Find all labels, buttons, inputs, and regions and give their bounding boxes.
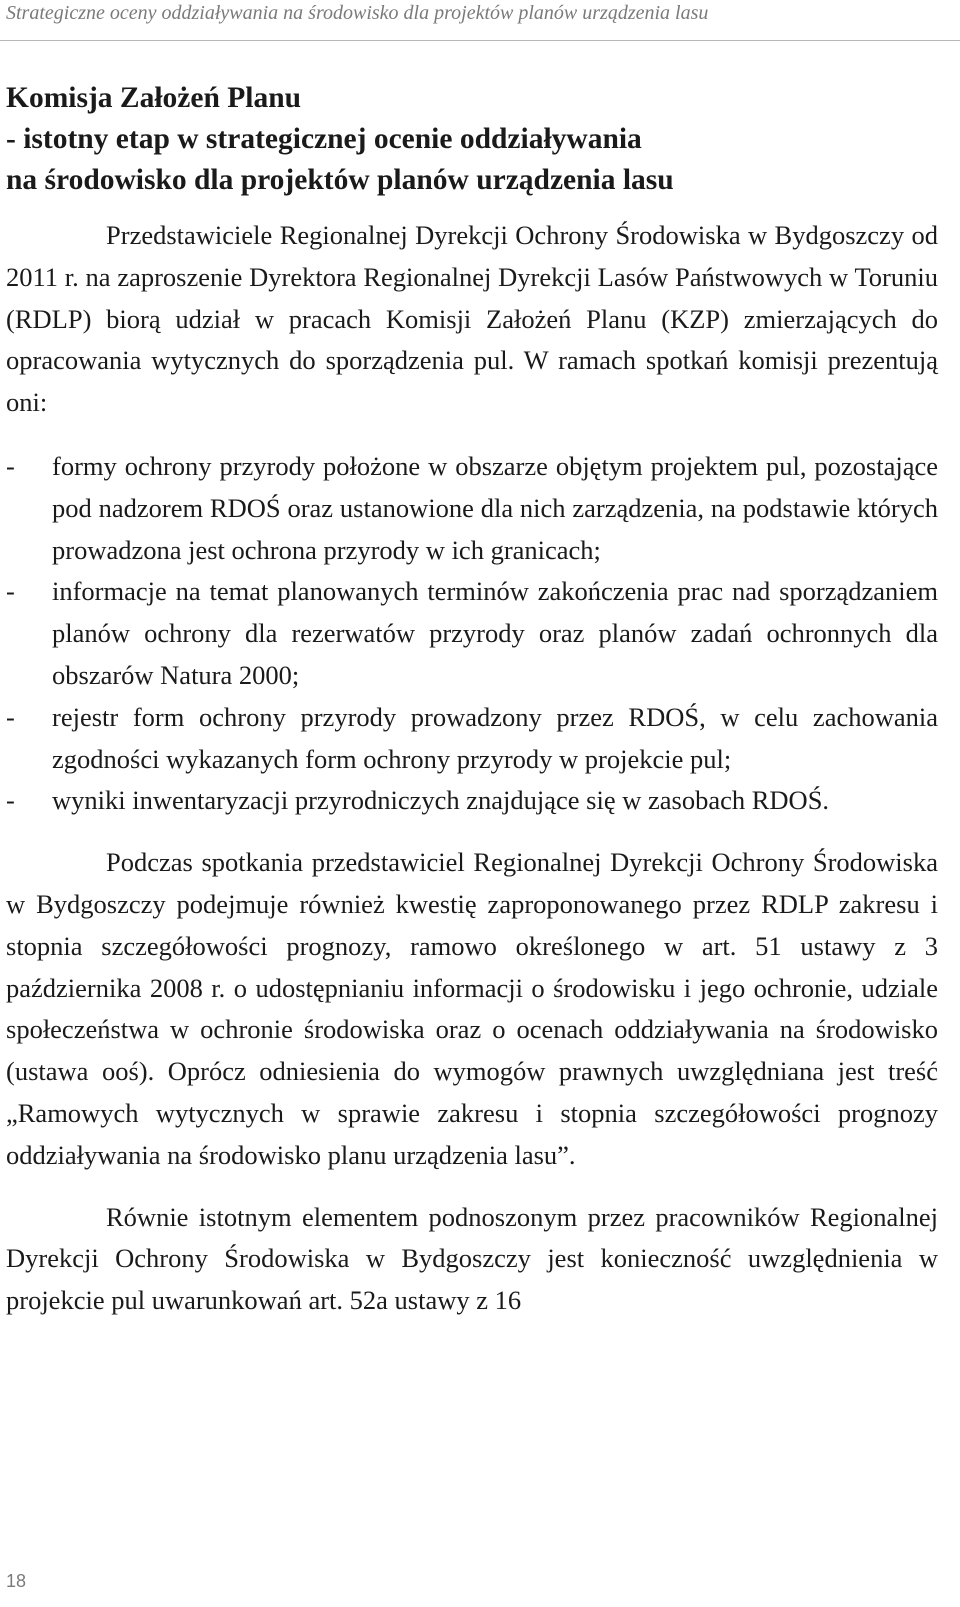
list-item: [6, 446, 938, 571]
presented-items-list: [6, 446, 938, 822]
list-item-text: formy ochrony przyrody położone w obszarze objętym projektem pul, pozostające pod nadzorem RDOŚ oraz ustanowione dla nich zarządzenia, na podstawie których prowadzona jest ochrona przyrody w ich granicach;: [52, 450, 938, 565]
page-number: 18: [6, 1571, 27, 1591]
list-item: [6, 571, 938, 696]
intro-paragraph: Przedstawiciele Regionalnej Dyrekcji Ochrony Środowiska w Bydgoszczy od 2011 r. na zaproszenie Dyrektora Regionalnej Dyrekcji Lasów Państwowych w Toruniu (RDLP) biorą udział w pracach Komisji Założeń Planu (KZP) zmierzających do opracowania wytycznych do sporządzenia pul. W ramach spotkań komisji prezentują oni:: [6, 220, 938, 418]
paragraph-meeting: Podczas spotkania przedstawiciel Regionalnej Dyrekcji Ochrony Środowiska w Bydgoszczy podejmuje również kwestię zaproponowanego przez RDLP zakresu i stopnia szczegółowości prognozy, ramowo określonego w art. 51 ustawy z 3 października 2008 r. o udostępnianiu informacji o środowisku i jego ochronie, udziale społeczeństwa w ochronie środowiska oraz o ocenach oddziaływania na środowisko (ustawa ooś). Oprócz odniesienia do wymogów prawnych uwzględniana jest treść „Ramowych wytycznych w sprawie zakresu i stopnia szczegółowości prognozy oddziaływania na środowisko planu urządzenia lasu”.: [6, 847, 938, 1170]
running-header: Strategiczne oceny oddziaływania na środowisko dla projektów planów urządzenia lasu: [6, 2, 709, 24]
list-item-text: informacje na temat planowanych terminów zakończenia prac nad sporządzaniem planów ochrony dla rezerwatów przyrody oraz planów zadań ochronnych dla obszarów Natura 2000;: [52, 576, 938, 690]
section-title-line-3: na środowisko dla projektów planów urządzenia lasu: [6, 164, 674, 196]
section-title-line-2: - istotny etap w strategicznej ocenie oddziaływania: [6, 123, 642, 155]
header-divider: [0, 40, 960, 41]
section-title-line-1: Komisja Założeń Planu: [6, 82, 302, 114]
section-title: [6, 78, 938, 201]
page-content: [6, 78, 938, 1322]
list-dash: -: [6, 450, 15, 481]
list-dash: -: [6, 785, 15, 816]
list-item: [6, 697, 938, 781]
list-item-text: wyniki inwentaryzacji przyrodniczych znajdujące się w zasobach RDOŚ.: [52, 785, 830, 816]
list-dash: -: [6, 701, 15, 732]
list-dash: -: [6, 576, 15, 607]
list-item: [6, 780, 938, 822]
paragraph-requirements: Równie istotnym elementem podnoszonym przez pracowników Regionalnej Dyrekcji Ochrony Środowiska w Bydgoszczy jest konieczność uwzględnienia w projekcie pul uwarunkowań art. 52a ustawy z 16: [6, 1201, 938, 1316]
list-item-text: rejestr form ochrony przyrody prowadzony przez RDOŚ, w celu zachowania zgodności wykazanych form ochrony przyrody w projekcie pul;: [52, 701, 938, 774]
